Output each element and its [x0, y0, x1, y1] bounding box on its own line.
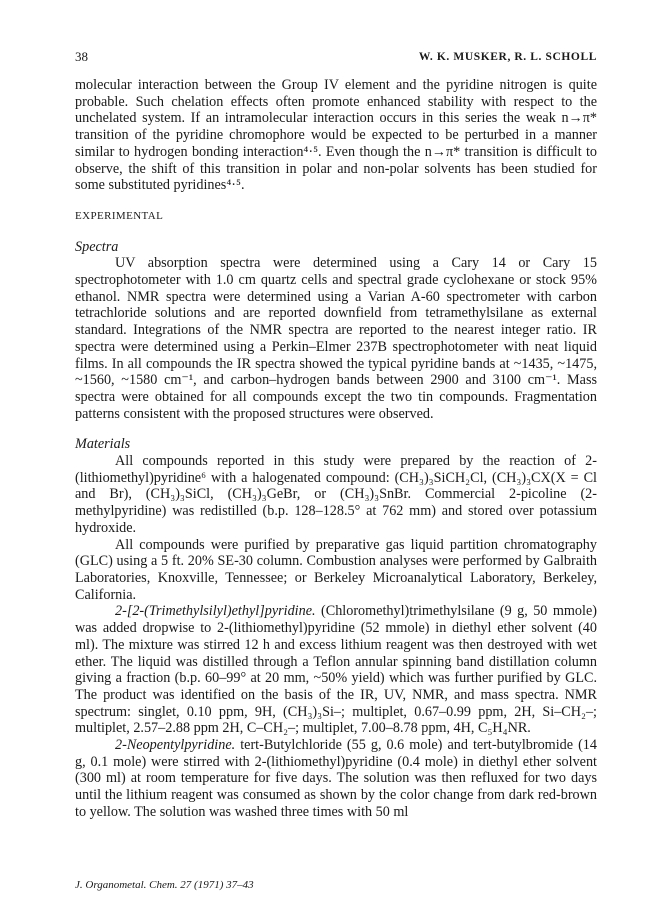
- running-header: [75, 49, 597, 67]
- compound-2-paragraph: [75, 737, 597, 821]
- page-number: 38: [75, 49, 88, 64]
- main-text: [75, 77, 597, 821]
- spectra-paragraph: UV absorption spectra were determined using a Cary 14 or Cary 15 spectrophotometer with 1.0 cm quartz cells and spectral grade cyclohexane or stock 95% ethanol. NMR spectra were determined using a Varian A-60 spectrometer with carbon tetrachloride solutions and are reported downfield from tetramethylsilane as external standard. Integrations of the NMR spectra are reported to the nearest integer ratio. IR spectra were determined using a Perkin–Elmer 237B spectrophotometer with neat liquid films. In all compounds the IR spectra showed the typical pyridine bands at ~1435, ~1475, ~1560, ~1580 cm⁻¹, and carbon–hydrogen bands between 2900 and 3100 cm⁻¹. Mass spectra were obtained for all compounds except the two tin compounds. Fragmentation patterns consistent with the proposed structures were observed.: [75, 255, 597, 422]
- running-authors: W. K. MUSKER, R. L. SCHOLL: [418, 51, 597, 63]
- materials-heading: Materials: [75, 436, 131, 453]
- compound-1-paragraph: [75, 603, 597, 737]
- spectra-heading: Spectra: [75, 238, 119, 255]
- compound-2-title: 2-Neopentylpyridine.: [115, 737, 236, 754]
- compound-1-title: 2-[2-(Trimethylsilyl)ethyl]pyridine.: [115, 603, 316, 620]
- intro-paragraph: molecular interaction between the Group IV element and the pyridine nitrogen is quite probable. Such chelation effects often promote enhanced stability with respect to the unchelated system. If an intramolecular interaction occurs in this series the weak n→π* transition of the pyridine chromophore would be expected to be perturbed in a manner similar to hydrogen bonding interaction⁴·⁵. Even though the n→π* transition is difficult to observe, the shift of this transition in polar and non-polar solvents has been studied for some substituted pyridines⁴·⁵.: [75, 77, 597, 194]
- materials-paragraph-2: All compounds were purified by preparative gas liquid partition chromatography (GLC) using a 5 ft. 20% SE-30 column. Combustion analyses were performed by Galbraith Laboratories, Knoxville, Tennessee; or Berkeley Microanalytical Laboratory, Berkeley, California.: [75, 536, 597, 603]
- materials-paragraph-1: All compounds reported in this study were prepared by the reaction of 2-(lithiomethyl)pyridine⁶ with a halogenated compound: (CH₃)₃SiCH₂Cl, (CH₃)₃CX(X = Cl and Br), (CH₃)₃SiCl, (CH₃)₃GeBr, or (CH₃)₃SnBr. Commercial 2-picoline (2-methylpyridine) was redistilled (b.p. 128–128.5° at 762 mm) and stored over potassium hydroxide.: [75, 453, 597, 536]
- journal-footer: J. Organometal. Chem. 27 (1971) 37–43: [75, 879, 254, 891]
- section-heading: EXPERIMENTAL: [75, 209, 164, 222]
- compound-1-text: (Chloromethyl)trimethylsilane (9 g, 50 mmole) was added dropwise to 2-(lithiomethyl)pyridine (52 mmole) in diethyl ether solvent (40 ml). The mixture was stirred 12 h and excess lithium reagent was then destroyed with wet ether. The liquid was distilled through a Teflon annular spinning band distillation column giving a fraction (b.p. 60–99° at 20 mm, ~50% yield) which was further purified by GLC. The product was identified on the basis of the IR, UV, NMR, and mass spectra. NMR spectrum: singlet, 0.10 ppm, 9H, (CH₃)₃Si–; multiplet, 0.67–0.99 ppm, 2H, Si–CH₂–; multiplet, 2.57–2.88 ppm 2H, C–CH₂–; multiplet, 7.00–8.78 ppm, 4H, C₅H₄NR.: [75, 603, 597, 737]
- compound-2-text: tert-Butylchloride (55 g, 0.6 mole) and tert-butylbromide (14 g, 0.1 mole) were stirred with 2-(lithiomethyl)pyridine (0.4 mole) in diethyl ether solvent (300 ml) at room temperature for five days. The solution was then refluxed for two days until the lithium reagent was consumed as shown by the color change from dark red-brown to yellow. The solution was washed three times with 50 ml: [75, 737, 597, 820]
